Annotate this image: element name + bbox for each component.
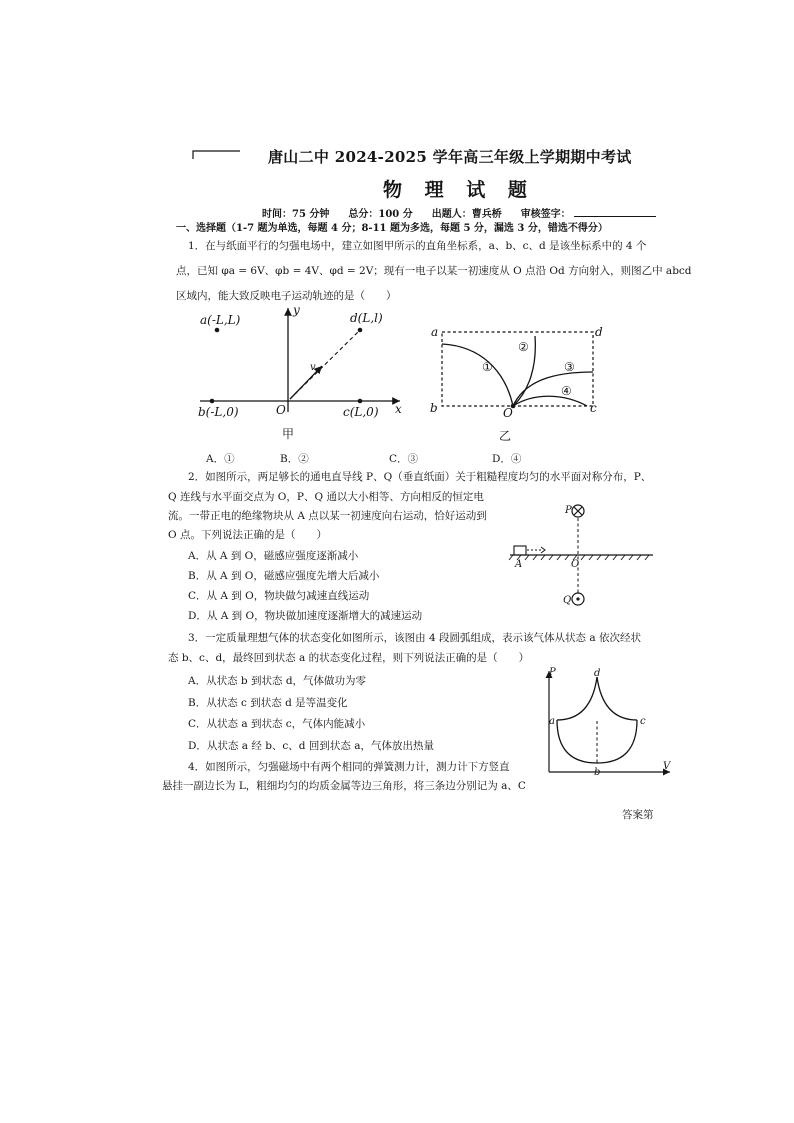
q2-option-a: A．从 A 到 O，磁感应强度逐渐减小 [188, 550, 359, 562]
corner-d-label: d [595, 325, 603, 339]
q3-option-b: B．从状态 c 到状态 d 是等温变化 [188, 697, 348, 709]
point-c-label: c(L,0) [343, 405, 379, 419]
q1-line1: 1．在与纸面平行的匀强电场中，建立如图甲所示的直角坐标系，a、b、c、d 是该坐标系中的 4 个 [188, 240, 647, 252]
score-label: 总分：100 分 [348, 209, 413, 220]
point-c-dot [358, 399, 363, 404]
block-icon [514, 546, 526, 555]
cycle-arc-cd [597, 677, 637, 720]
point-b-dot [210, 399, 215, 404]
origin-label: O [276, 403, 286, 417]
q2-option-b: B．从 A 到 O，磁感应强度先增大后减小 [188, 570, 380, 582]
q3-pv-figure [535, 665, 675, 785]
point-b-label: b(-L,0) [198, 405, 239, 419]
state-c-label: c [640, 716, 646, 727]
author-label: 出题人：曹兵桥 [431, 209, 502, 220]
corner-mark [192, 150, 252, 160]
trajectory-3 [513, 372, 593, 406]
q1-figure-right [425, 320, 615, 465]
q2-line1: 2．如图所示，两足够长的通电直导线 P、Q（垂直纸面）关于粗糙程度均匀的水平面对称分布，P、 [188, 471, 652, 483]
corner-b-label: b [430, 401, 438, 415]
point-a-label: a(-L,L) [200, 313, 241, 327]
x-axis-label: x [395, 402, 402, 416]
q3-option-c: C．从状态 a 到状态 c，气体内能减小 [188, 718, 366, 730]
q2-option-d: D．从 A 到 O，物块做加速度逐渐增大的减速运动 [188, 610, 423, 622]
q1-option-b: B．② [280, 453, 309, 465]
q1-option-a: A．① [206, 453, 235, 465]
label-a: A [515, 559, 523, 570]
q2-line3: 流。一带正电的绝缘物块从 A 点以某一初速度向右运动，恰好运动到 [168, 510, 487, 522]
velocity-label: v [310, 362, 316, 373]
velocity-arrow [290, 366, 322, 399]
cycle-arc-ab [557, 720, 597, 763]
q2-line4: O 点。下列说法正确的是（ ） [168, 529, 327, 541]
y-axis-label: y [293, 303, 300, 317]
point-d-label: d(L,l) [350, 311, 383, 325]
q2-option-c: C．从 A 到 O，物块做匀减速直线运动 [188, 590, 370, 602]
q1-figure-left [190, 300, 420, 440]
origin-o-label: O [503, 406, 513, 420]
corner-a-label: a [431, 325, 439, 339]
label-o: O [571, 559, 580, 570]
cycle-arc-bc [597, 720, 637, 763]
path-1-label: ① [482, 360, 493, 374]
page-footer: 答案第 [622, 809, 654, 821]
point-d-dot [358, 328, 363, 333]
label-p: P [565, 505, 572, 516]
section-heading: 一、选择题（1-7 题为单选，每题 4 分；8-11 题为多选，每题 5 分，漏选 3 分，错选不得分） [176, 223, 608, 234]
path-2-label: ② [518, 340, 529, 354]
corner-c-label: c [590, 401, 597, 415]
trajectory-1 [442, 344, 513, 406]
fig-right-caption: 乙 [499, 429, 512, 443]
state-b-label: b [594, 767, 601, 778]
path-4-label: ④ [561, 384, 572, 398]
fig-left-caption: 甲 [282, 427, 295, 441]
axis-p-label: P [549, 667, 556, 678]
subject-title: 物 理 试 题 [383, 179, 535, 201]
time-label: 时间：75 分钟 [262, 209, 330, 220]
q1-option-c: C．③ [389, 453, 419, 465]
q4-line1: 4．如图所示，匀强磁场中有两个相同的弹簧测力计，测力计下方竖直 [188, 761, 510, 773]
q4-line2: 悬挂一副边长为 L，粗细均匀的均质金属等边三角形，将三条边分别记为 a、C [162, 780, 526, 792]
q1-option-d: D．④ [492, 453, 522, 465]
signature-line [574, 207, 656, 217]
q3-option-d: D．从状态 a 经 b、c、d 回到状态 a，气体放出热量 [188, 740, 434, 752]
state-a-label: a [549, 716, 555, 727]
q3-option-a: A．从状态 b 到状态 d，气体做功为零 [188, 675, 367, 687]
trajectory-4 [513, 396, 587, 406]
q1-line2: 点，已知 φa = 6V、φb = 4V、φd = 2V；现有一电子以某一初速度从 O 点沿 Od 方向射入，则图乙中 abcd [176, 265, 692, 277]
q3-line1: 3．一定质量理想气体的状态变化如图所示，该图由 4 段圆弧组成，表示该气体从状态 a 依次经状 [188, 632, 641, 644]
path-3-label: ③ [564, 360, 575, 374]
reviewer-label: 审核签字： [520, 209, 571, 220]
q2-line2: Q 连线与水平面交点为 O，P、Q 通以大小相等、方向相反的恒定电 [168, 491, 484, 503]
axis-v-label: V [663, 761, 671, 772]
cycle-arc-da [557, 677, 597, 720]
q1-line3: 区域内，能大致反映电子运动轨迹的是（ ） [176, 290, 397, 302]
exam-title: 唐山二中 2024-2025 学年高三年级上学期期中考试 [268, 148, 632, 166]
q3-line2: 态 b、c、d，最终回到状态 a 的状态变化过程，则下列说法正确的是（ ） [168, 652, 530, 664]
label-q: Q [563, 595, 572, 606]
state-d-label: d [594, 668, 601, 679]
exam-meta [262, 205, 656, 220]
q2-figure [505, 497, 655, 607]
point-a-dot [215, 328, 220, 333]
